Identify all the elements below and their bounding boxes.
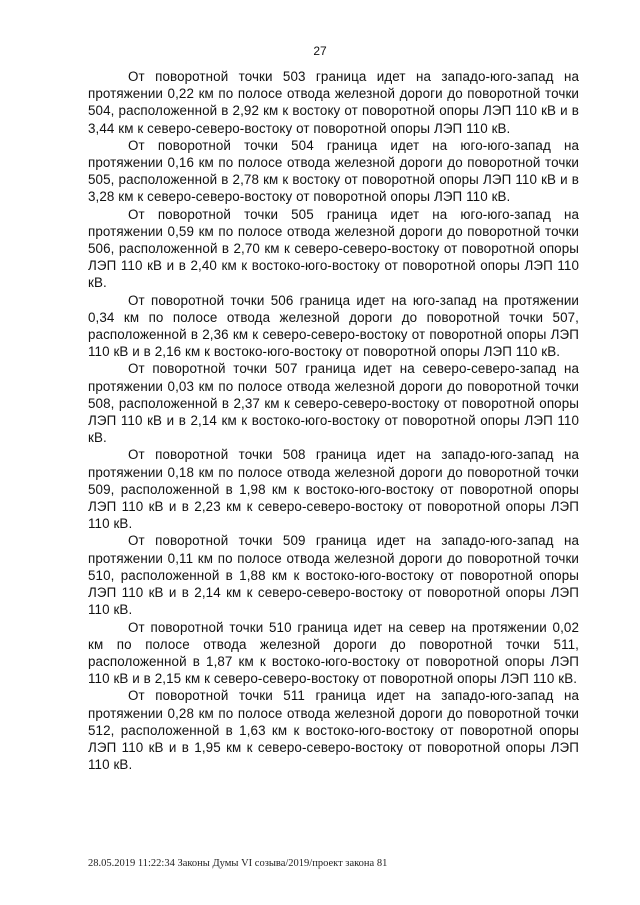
document-footer: 28.05.2019 11:22:34 Законы Думы VI созыва/2019/проект закона 81	[88, 858, 388, 869]
paragraph: От поворотной точки 503 граница идет на западо-юго-запад на протяжении 0,22 км по полосе отвода железной дороги до поворотной точки 504, расположенной в 2,92 км к востоку от поворотной опоры ЛЭП 110 кВ и в 3,44 км к северо-северо-востоку от поворотной опоры ЛЭП 110 кВ.	[88, 69, 579, 136]
page-number: 27	[313, 44, 327, 58]
paragraph: От поворотной точки 504 граница идет на юго-юго-запад на протяжении 0,16 км по полосе отвода железной дороги до поворотной точки 505, расположенной в 2,78 км к востоку от поворотной опоры ЛЭП 110 кВ и в 3,28 км к северо-северо-востоку от поворотной опоры ЛЭП 110 кВ.	[88, 137, 579, 205]
paragraph: От поворотной точки 511 граница идет на западо-юго-запад на протяжении 0,28 км по полосе отвода железной дороги до поворотной точки 512, расположенной в 1,63 км к востоко-юго-востоку от поворотной опоры ЛЭП 110 кВ и в 1,95 км к северо-северо-востоку от поворотной опоры ЛЭП 110 кВ.	[88, 688, 579, 773]
paragraph: От поворотной точки 508 граница идет на западо-юго-запад на протяжении 0,18 км по полосе отвода железной дороги до поворотной точки 509, расположенной в 1,98 км к востоко-юго-востоку от поворотной опоры ЛЭП 110 кВ и в 2,23 км к северо-северо-востоку от поворотной опоры ЛЭП 110 кВ.	[88, 447, 579, 532]
paragraph: От поворотной точки 507 граница идет на северо-северо-запад на протяжении 0,03 км по полосе отвода железной дороги до поворотной точки 508, расположенной в 2,37 км к северо-северо-востоку от поворотной опоры ЛЭП 110 кВ и в 2,14 км к востоко-юго-востоку от поворотной опоры ЛЭП 110 кВ.	[88, 361, 579, 446]
body-text	[88, 68, 579, 773]
paragraph: От поворотной точки 505 граница идет на юго-юго-запад на протяжении 0,59 км по полосе отвода железной дороги до поворотной точки 506, расположенной в 2,70 км к северо-северо-востоку от поворотной опоры ЛЭП 110 кВ и в 2,40 км к востоко-юго-востоку от поворотной опоры ЛЭП 110 кВ.	[88, 206, 579, 291]
paragraph: От поворотной точки 509 граница идет на западо-юго-запад на протяжении 0,11 км по полосе отвода железной дороги до поворотной точки 510, расположенной в 1,88 км к востоко-юго-востоку от поворотной опоры ЛЭП 110 кВ и в 2,14 км к северо-северо-востоку от поворотной опоры ЛЭП 110 кВ.	[88, 533, 579, 618]
paragraph: От поворотной точки 510 граница идет на север на протяжении 0,02 км по полосе отвода железной дороги до поворотной точки 511, расположенной в 1,87 км к востоко-юго-востоку от поворотной опоры ЛЭП 110 кВ и в 2,15 км к северо-северо-востоку от поворотной опоры ЛЭП 110 кВ.	[88, 619, 579, 687]
paragraph: От поворотной точки 506 граница идет на юго-запад на протяжении 0,34 км по полосе отвода железной дороги до поворотной точки 507, расположенной в 2,36 км к северо-северо-востоку от поворотной опоры ЛЭП 110 кВ и в 2,16 км к востоко-юго-востоку от поворотной опоры ЛЭП 110 кВ.	[88, 292, 579, 360]
